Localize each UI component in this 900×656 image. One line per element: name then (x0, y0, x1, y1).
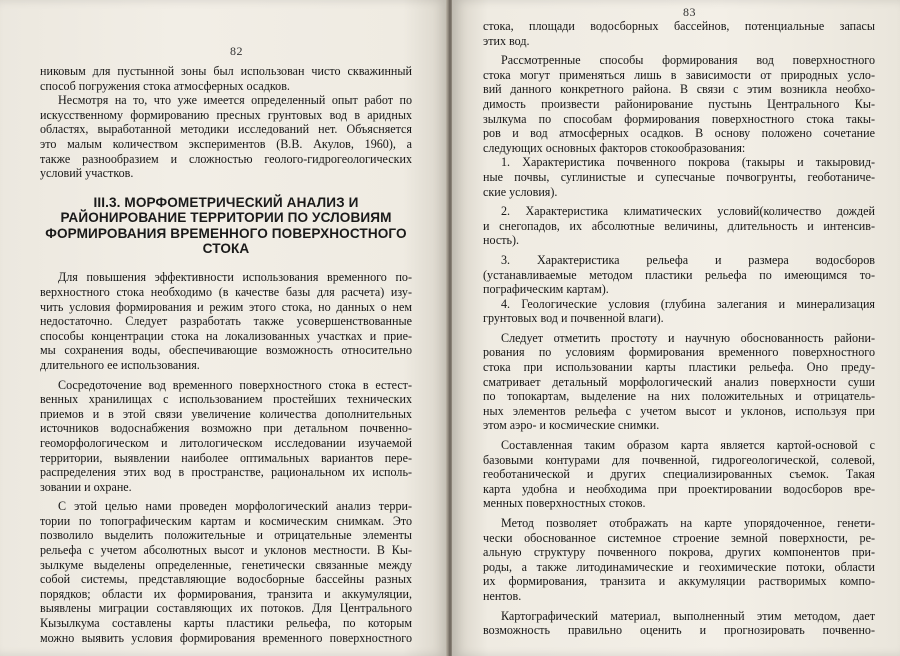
text-line: стока, площади водосборных бассейнов, потенциальные запасы (483, 19, 875, 33)
paragraph (483, 19, 875, 48)
text-line: Составленная таким образом карта является картой-основой с (501, 438, 875, 453)
text-line: позволило выделить положительные и отрицательные элементы (40, 528, 412, 543)
text-line: ские условия). (483, 184, 558, 199)
text-line: рования по условиям формирования временного поверхностного (483, 345, 875, 360)
text-line: 3. Характеристика рельефа и размера водосборов (501, 252, 875, 267)
text-line: способы концентрации стока на локализованных участках и прие- (40, 328, 412, 343)
text-line: зылкума по способам формирования поверхностного стока такы- (483, 111, 875, 126)
section-heading (40, 195, 412, 257)
right-page-text (483, 19, 875, 638)
list-item (483, 204, 875, 248)
text-line: Сосредоточение вод временного поверхностного стока в естест- (58, 377, 412, 392)
text-line: недостаточно. Следует разработать также усовершенствованные (40, 314, 412, 329)
text-line: можно выявить условия формирования временного поверхностного (40, 630, 412, 645)
text-line: 4. Геологические условия (глубина залегания и минерализация (501, 296, 875, 311)
text-line: никовым для пустынной зоны был использован чисто скважинный (40, 64, 412, 78)
text-line: пографическим картам). (483, 282, 609, 297)
text-line: этом аэро- и космические снимки. (483, 418, 660, 433)
text-line: альную структуру почвенного покрова, других компонентов при- (483, 545, 875, 560)
text-line: распределения этих вод в пространстве, рациональном их исполь- (40, 465, 412, 480)
paragraph (40, 378, 412, 495)
left-page-text (40, 64, 412, 645)
text-line: территории, выявлении наиболее оптимальных вариантов пере- (40, 450, 412, 465)
text-line: приемов и в этой связи увеличение количества дополнительных (40, 406, 412, 421)
text-line: 2. Характеристика климатических условий(количество дождей (501, 204, 875, 219)
paragraph (483, 331, 875, 433)
text-line: также разнообразием и сложностью геолого-гидрогеологических (40, 151, 412, 166)
text-line: ных элементов рельефа с учетом высот и уклонов, используя при (483, 403, 875, 418)
text-line: базовыми контурами для почвенной, гидрогеологической, солевой, (483, 452, 875, 467)
text-line: способ погружения стока атмосферных осадков. (40, 78, 290, 93)
text-line: 1. Характеристика почвенного покрова (такыры и такыровид- (501, 155, 875, 170)
text-line: это малым количеством экспериментов (В.В. Акулов, 1960), а (40, 136, 412, 151)
text-line: Метод позволяет отображать на карте упорядоченное, генети- (501, 516, 875, 530)
page-number: 83 (683, 5, 696, 19)
text-line: областях, выработанной методики исследований нет. Объясняется (40, 122, 412, 137)
paragraph (40, 64, 412, 93)
text-line: порядков; области их формирования, транзита и аккумуляции, (40, 586, 412, 601)
text-line: Для повышения эффективности использования временного по- (58, 270, 412, 285)
text-line: ров и вод атмосферных осадков. В основу положено сочетание (483, 126, 875, 141)
list-item (483, 155, 875, 199)
right-page (452, 0, 900, 656)
text-line: искусственному формированию пресных грунтовых вод в аридных (40, 107, 412, 122)
text-line: венных хранилищах с использованием простейших технических (40, 392, 412, 407)
text-line: Следует отметить простоту и научную обоснованность райони- (501, 330, 875, 345)
paragraph (483, 516, 875, 604)
paragraph (483, 609, 875, 638)
heading-line: СТОКА (202, 240, 250, 256)
text-line: мы сохранения воды, обеспечивающие возможность относительно (40, 343, 412, 358)
text-line: источников водоснабжения возможно при детальном почвенно- (40, 421, 412, 436)
heading-line: РАЙОНИРОВАНИЕ ТЕРРИТОРИИ ПО УСЛОВИЯМ (60, 210, 392, 226)
text-line: Рассмотренные способы формирования вод поверхностного (501, 53, 875, 68)
text-line: ность). (483, 233, 520, 248)
text-line: собой системы, представляющие водосборные бассейны разных (40, 572, 412, 587)
text-line: стока при использовании карты пластики рельефа. Оно преду- (483, 360, 875, 375)
text-line: геоботанической и других специализированных съемок. Такая (483, 467, 875, 482)
paragraph (483, 438, 875, 511)
text-line: зылкуме выделены определенные, генетически связанные между (40, 557, 412, 572)
text-line: их формирования, транзита и аккумуляции растворимых компо- (483, 574, 875, 589)
paragraph (40, 499, 412, 645)
text-line: менных поверхностных стоков. (483, 496, 646, 511)
paragraph (40, 270, 412, 372)
text-line: ные почвы, суглинистые и супесчаные почвогрунты, геоботаниче- (483, 169, 875, 184)
text-line: возможность правильно оценить и прогнозировать почвенно- (483, 623, 875, 638)
text-line: Кызылкума составлены карты пластики рельефа, по которым (40, 616, 412, 631)
list-item (483, 253, 875, 297)
text-line: Несмотря на то, что уже имеется определенный опыт работ по (58, 93, 412, 108)
text-line: чить условия формирования и режим этого стока, но данных о нем (40, 299, 412, 314)
text-line: нентов. (483, 588, 522, 603)
left-page (0, 0, 448, 656)
text-line: и снегопадов, их абсолютные величины, длительность и интенсив- (483, 218, 875, 233)
text-line: тории по топографическим картам и космическим снимкам. Это (40, 513, 412, 528)
text-line: зовании и охране. (40, 479, 132, 494)
paragraph (483, 53, 875, 155)
text-line: сматривает детальный морфологический анализ поверхности суши (483, 374, 875, 389)
text-line: верхностного стока необходимо (в качестве базы для расчета) изу- (40, 284, 412, 299)
text-line: вий данного конкретного района. В связи с этим возникла необхо- (483, 82, 875, 97)
text-line: следующих основных факторов стокообразования: (483, 140, 746, 155)
text-line: рельефа с учетом абсолютных высот и уклонов местности. В Кы- (40, 543, 412, 558)
text-line: чески обоснованное системное строение земной поверхности, ре- (483, 530, 875, 545)
text-line: геоморфологическом и литологическом исследовании изучаемой (40, 435, 412, 450)
page-number: 82 (230, 44, 243, 58)
text-line: димость произвести районирование пустынь Центрального Кы- (483, 96, 875, 111)
list-item (483, 297, 875, 326)
text-line: по топокартам, выделение на них положительных и отрицатель- (483, 389, 875, 404)
text-line: выявлены миграции составляющих их потоков. Для Центрального (40, 601, 412, 616)
text-line: роды, а также литодинамические и геохимические потоки, области (483, 559, 875, 574)
heading-line: ФОРМИРОВАНИЯ ВРЕМЕННОГО ПОВЕРХНОСТНОГО (45, 225, 407, 241)
text-line: условий участков. (40, 166, 134, 181)
text-line: грунтовых вод и почвенной влаги). (483, 311, 664, 326)
heading-line: III.3. МОРФОМЕТРИЧЕСКИЙ АНАЛИЗ И (93, 194, 359, 210)
text-line: карта удобна и необходима при проектировании водосборов вре- (483, 481, 875, 496)
paragraph (40, 93, 412, 181)
text-line: (устанавливаемые методом пластики рельефа по имеющимся то- (483, 267, 875, 282)
text-line: Картографический материал, выполненный этим методом, дает (501, 608, 875, 623)
text-line: стока могут применяться лишь в зависимости от природных усло- (483, 67, 875, 82)
text-line: этих вод. (483, 33, 530, 48)
text-line: С этой целью нами проведен морфологический анализ терри- (58, 499, 412, 514)
text-line: длительного ее использования. (40, 357, 200, 372)
